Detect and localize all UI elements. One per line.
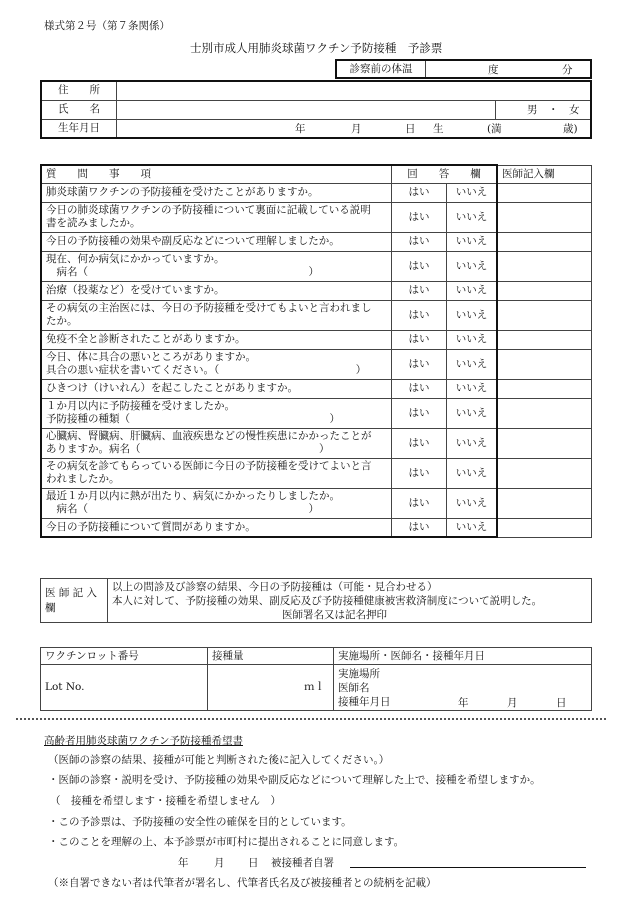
doctor-note-cell[interactable]	[497, 518, 592, 537]
dob-born: 生	[433, 122, 444, 135]
question-text	[41, 232, 392, 251]
question-header: 質 問 事 項	[41, 165, 392, 183]
sign-day: 日	[248, 857, 259, 869]
answer-yes[interactable]: はい	[392, 202, 447, 232]
doctor-note-cell[interactable]	[497, 281, 592, 300]
page-title: 士別市成人用肺炎球菌ワクチン予防接種 予診票	[190, 41, 443, 55]
answer-yes[interactable]: はい	[392, 300, 447, 330]
date-label: 接種年月日	[338, 695, 391, 708]
consent-bullet-3: ・このことを理解の上、本予診票が市町村に提出されることに同意します。	[48, 836, 405, 848]
place-field[interactable]	[334, 665, 592, 711]
doctor-box-line-2: 本人に対して、予防接種の効果、副反応及び予防接種健康被害救済制度について説明した。	[112, 594, 543, 607]
question-text	[41, 281, 392, 300]
doctor-box-content	[108, 579, 592, 623]
temperature-label: 診察前の体温	[336, 60, 426, 78]
consent-footnote: （※自署できない者は代筆者が署名し、代筆者氏名及び被接種者との続柄を記載）	[48, 877, 437, 889]
doctor-box-label-2: 欄	[45, 601, 56, 614]
answer-no[interactable]: いいえ	[447, 379, 498, 398]
name-field[interactable]	[117, 100, 592, 119]
answer-yes[interactable]: はい	[392, 488, 447, 518]
questionnaire-table	[40, 164, 592, 538]
question-row	[41, 300, 592, 330]
question-row	[41, 488, 592, 518]
date-month: 月	[507, 697, 518, 709]
question-text	[41, 398, 392, 428]
question-text	[41, 488, 392, 518]
answer-no[interactable]: いいえ	[447, 488, 498, 518]
doctor-note-cell[interactable]	[497, 232, 592, 251]
question-row	[41, 398, 592, 428]
answer-header: 回 答 欄	[392, 165, 498, 183]
answer-yes[interactable]: はい	[392, 232, 447, 251]
question-line-2: 具合の悪い症状を書いてください。（ ）	[46, 364, 367, 376]
question-row	[41, 428, 592, 458]
place-header: 実施場所・医師名・接種年月日	[334, 648, 592, 665]
doctor-note-cell[interactable]	[497, 488, 592, 518]
question-row	[41, 232, 592, 251]
signature-line[interactable]	[350, 867, 586, 868]
question-row	[41, 518, 592, 537]
answer-no[interactable]: いいえ	[447, 330, 498, 349]
dose-field[interactable]	[208, 665, 334, 711]
dob-month: 月	[351, 122, 362, 135]
question-line-1: その病気を診てもらっている医師に今日の予防接種を受けてよいと言	[46, 460, 372, 472]
dob-day: 日	[405, 122, 416, 135]
question-line-1: 肺炎球菌ワクチンの予防接種を受けたことがありますか。	[46, 186, 319, 198]
doctor-note-cell[interactable]	[497, 458, 592, 488]
answer-no[interactable]: いいえ	[447, 398, 498, 428]
address-label: 住 所	[41, 81, 117, 100]
consent-bullet-1: ・医師の診察・説明を受け、予防接種の効果や副反応などについて理解した上で、接種を希望しますか。	[48, 774, 541, 786]
doctor-box-label-1: 医 師 記 入	[45, 586, 98, 599]
question-row	[41, 202, 592, 232]
dob-field[interactable]	[117, 119, 592, 138]
sex-options[interactable]: 男 ・ 女	[527, 103, 580, 116]
doctor-note-cell[interactable]	[497, 349, 592, 379]
answer-yes[interactable]: はい	[392, 518, 447, 537]
dose-unit: ｍｌ	[304, 681, 325, 693]
answer-no[interactable]: いいえ	[447, 232, 498, 251]
answer-no[interactable]: いいえ	[447, 183, 498, 202]
answer-yes[interactable]: はい	[392, 349, 447, 379]
vaccine-table	[40, 647, 592, 711]
date-day: 日	[556, 697, 567, 709]
question-line-1: ひきつけ（けいれん）を起こしたことがありますか。	[46, 382, 298, 394]
question-text	[41, 428, 392, 458]
answer-yes[interactable]: はい	[392, 183, 447, 202]
answer-no[interactable]: いいえ	[447, 251, 498, 281]
doctor-note-cell[interactable]	[497, 398, 592, 428]
question-line-1: 現在、何か病気にかかっていますか。	[46, 253, 225, 265]
consent-note: （医師の診察の結果、接種が可能と判断された後に記入してください。）	[48, 754, 390, 766]
question-row	[41, 183, 592, 202]
question-text	[41, 251, 392, 281]
dob-label: 生年月日	[41, 119, 117, 138]
dob-age-close: 歳)	[563, 122, 578, 135]
answer-no[interactable]: いいえ	[447, 458, 498, 488]
doctor-column-header: 医師記入欄	[497, 165, 592, 183]
lot-header: ワクチンロット番号	[41, 648, 208, 665]
degree-unit: 度	[488, 64, 499, 76]
name-label: 氏 名	[41, 100, 117, 119]
answer-yes[interactable]: はい	[392, 398, 447, 428]
lot-field[interactable]	[41, 665, 208, 711]
question-line-1: 免疫不全と診断されたことがありますか。	[46, 333, 246, 345]
temperature-box	[335, 59, 592, 79]
question-text	[41, 202, 392, 232]
question-line-2: たか。	[46, 315, 78, 327]
question-line-2: ありますか。病名（ ）	[46, 443, 330, 455]
temperature-field[interactable]	[426, 60, 592, 78]
address-field[interactable]	[117, 81, 592, 100]
answer-yes[interactable]: はい	[392, 379, 447, 398]
question-line-1: 今日、体に具合の悪いところがありますか。	[46, 351, 256, 363]
answer-yes[interactable]: はい	[392, 428, 447, 458]
answer-no[interactable]: いいえ	[447, 300, 498, 330]
question-line-1: 治療（投薬など）を受けていますか。	[46, 284, 225, 296]
question-line-2: 書を読みましたか。	[46, 217, 141, 229]
question-line-2: 病名（ ）	[46, 266, 319, 278]
sign-month: 月	[214, 857, 225, 869]
dob-year: 年	[295, 122, 306, 135]
doctor-note-cell[interactable]	[497, 251, 592, 281]
question-row	[41, 281, 592, 300]
lot-value: Lot No.	[45, 681, 85, 693]
answer-yes[interactable]: はい	[392, 281, 447, 300]
form-id: 様式第２号（第７条関係）	[44, 20, 170, 32]
question-line-1: 心臓病、腎臓病、肝臓病、血液疾患などの慢性疾患にかかったことが	[46, 430, 372, 442]
question-row	[41, 379, 592, 398]
consent-bullet-2: ・この予診票は、予防接種の安全性の確保を目的としています。	[48, 816, 352, 828]
consent-choice[interactable]: （ 接種を希望します・接種を希望しません ）	[50, 795, 281, 807]
answer-no[interactable]: いいえ	[447, 428, 498, 458]
question-text	[41, 183, 392, 202]
doctor-box-label	[41, 579, 108, 623]
question-text	[41, 300, 392, 330]
answer-no[interactable]: いいえ	[447, 202, 498, 232]
question-row	[41, 349, 592, 379]
place-label: 実施場所	[338, 667, 380, 680]
question-text	[41, 379, 392, 398]
question-text	[41, 330, 392, 349]
doctor-name-label: 医師名	[338, 681, 370, 694]
date-year: 年	[458, 697, 469, 709]
question-text	[41, 518, 392, 537]
question-line-1: その病気の主治医には、今日の予防接種を受けてもよいと言われまし	[46, 302, 372, 314]
question-line-1: 最近１か月以内に熱が出たり、病気にかかったりしましたか。	[46, 490, 340, 502]
question-line-1: １か月以内に予防接種を受けましたか。	[46, 400, 235, 412]
doctor-note-cell[interactable]	[497, 379, 592, 398]
question-row	[41, 330, 592, 349]
doctor-box	[40, 578, 592, 623]
cut-line	[16, 718, 606, 720]
sign-year: 年	[178, 857, 189, 869]
question-line-1: 今日の予防接種の効果や副反応などについて理解しましたか。	[46, 235, 340, 247]
answer-no[interactable]: いいえ	[447, 281, 498, 300]
question-row	[41, 458, 592, 488]
doctor-note-cell[interactable]	[497, 202, 592, 232]
question-line-2: 病名（ ）	[46, 503, 319, 515]
consent-title: 高齢者用肺炎球菌ワクチン予防接種希望書	[44, 735, 243, 747]
sign-label: 被接種者自署	[271, 857, 334, 869]
doctor-box-line-1: 以上の問診及び診察の結果、今日の予防接種は（可能・見合わせる）	[112, 580, 438, 593]
dose-header: 接種量	[208, 648, 334, 665]
doctor-note-cell[interactable]	[497, 330, 592, 349]
answer-yes[interactable]: はい	[392, 330, 447, 349]
question-line-1: 今日の肺炎球菌ワクチンの予防接種について裏面に記載している説明	[46, 204, 371, 216]
doctor-box-line-3[interactable]: 医師署名又は記名押印	[282, 608, 387, 621]
answer-yes[interactable]: はい	[392, 251, 447, 281]
minute-unit: 分	[562, 64, 573, 76]
doctor-note-cell[interactable]	[497, 183, 592, 202]
answer-yes[interactable]: はい	[392, 458, 447, 488]
question-line-1: 今日の予防接種について質問がありますか。	[46, 520, 256, 533]
answer-no[interactable]: いいえ	[447, 349, 498, 379]
question-line-2: われましたか。	[46, 473, 120, 485]
doctor-note-cell[interactable]	[497, 300, 592, 330]
dob-age-open: (満	[487, 122, 502, 135]
question-text	[41, 349, 392, 379]
doctor-note-cell[interactable]	[497, 428, 592, 458]
question-line-2: 予防接種の種類（ ）	[46, 413, 340, 425]
personal-info-table	[40, 80, 592, 139]
answer-no[interactable]: いいえ	[447, 518, 498, 537]
question-row	[41, 251, 592, 281]
question-text	[41, 458, 392, 488]
